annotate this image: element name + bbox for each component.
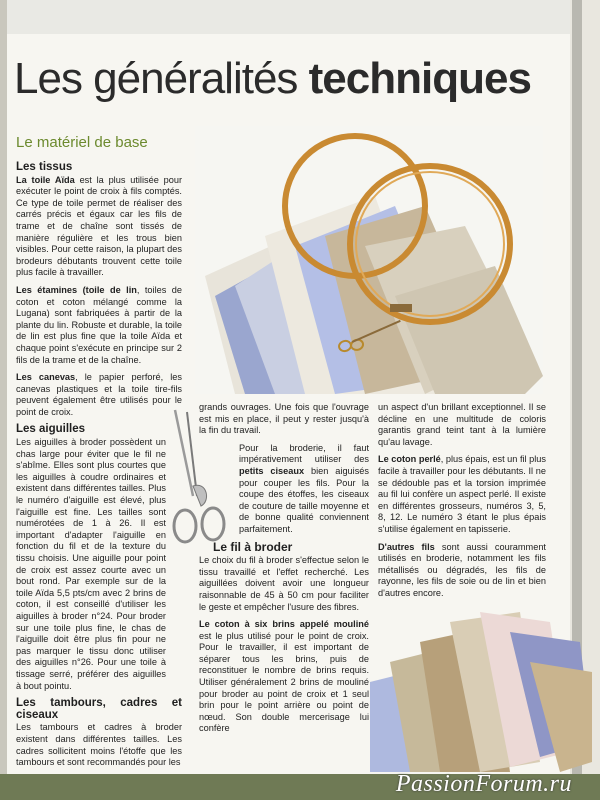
heading-tissus: Les tissus [16, 161, 73, 173]
paragraph-mouline-continue: un aspect d'un brillant exceptionnel. Il se décline en une multitude de coloris garantis grand teint tant à la lumière qu'au lavage. [378, 402, 546, 447]
term-perle: Le coton perlé [378, 454, 441, 465]
top-strip [7, 0, 570, 34]
text-aida: est la plus utilisée pour exécuter le point de croix à fils comptés. Ce type de toile permet de réaliser des carrés précis et égaux car les fils de trame et de chaîne sont tissés de manière régulière et les trous bien visibles. Pour cette raison, la plupart des brodeurs débutants trouvent cette toile plus facile à travailler. [16, 174, 183, 278]
column-1 [16, 156, 182, 775]
paragraph-ciseaux [199, 443, 369, 536]
term-canevas: Les canevas [16, 372, 76, 383]
page-title-bold: techniques [308, 54, 531, 103]
paragraph-canevas [16, 372, 182, 418]
paragraph-autres [378, 542, 546, 600]
column-2 [199, 402, 369, 741]
page-edge-left [0, 0, 7, 800]
term-mouline: Le coton à six brins appelé mouliné [199, 619, 369, 630]
paragraph-mouline [199, 619, 369, 735]
paragraph-tambours: Les tambours et cadres à broder existent dans différentes tailles. Les cadres sollicitent moins l'étoffe que les tambours et sont recommandés pour les [16, 722, 182, 768]
watermark-text: PassionForum.ru [395, 771, 572, 797]
text-canevas: , le papier perforé, les canevas plastiques et la toile tire-fils peuvent également être utilisés pour le point de croix. [16, 372, 182, 417]
paragraph-fil: Le choix du fil à broder s'effectue selon le tissu travaillé et l'effet recherché. Les aiguillées doivent avoir une longueur raisonnable de 45 à 50 cm pour faciliter le geste et empêcher l'usure des fibres. [199, 555, 369, 612]
text-ciseaux-1: Pour la broderie, il faut impérativement utiliser des [239, 442, 369, 465]
term-petits-ciseaux: petits ciseaux [239, 465, 305, 476]
text-autres: sont aussi couramment utilisés en broderie, notamment les fils métallisés ou dégradés, les fils de rayonne, les fils de soie ou de lin et bien d'autres encore. [378, 541, 546, 598]
heading-tambours: Les tambours, cadres et ciseaux [16, 697, 182, 721]
text-etamines: , toiles de coton et coton mélangé comme la Lugana) sont fabriquées à partir de la plante du lin. Robuste et durable, la toile de lin est plus fine que la toile Aïda et chaque point s'exécute en principe sur 2 fils de la trame et de la chaîne. [16, 284, 183, 365]
text-perle: , plus épais, est un fil plus facile à travailler pour les débutants. Il ne se dédouble pas et la torsion imprimée au fil lui confère un aspect perlé. Il existe en différentes grosseurs, numéros 3, 5, 8, 12. Le numéro 3 étant le plus épais s'utilise également en tapisserie. [378, 454, 547, 534]
paragraph-aiguilles: Les aiguilles à broder possèdent un chas large pour éviter que le fil ne s'abîme. Elles sont plus courtes que les aiguilles à coudre ordinaires et existent dans différentes tailles. Plus le numéro d'aiguille est élevé, plus l'aiguille est fine. Les tailles sont numérotées de 1 à 26. Il est important d'adapter l'aiguille en fonction du fil et de la texture du tissu choisis. Une aiguille pour point de croix est assez courte avec un bout rond. Par exemple sur de la toile Aïda 5,5 pts/cm avec 2 brins de coton, il est conseillé d'utiliser les aiguilles à broder n°24. Pour broder sur une toile plus fine, le chas de l'aiguille doit être plus fin pour ne pas marquer le tissu donc utiliser des aiguilles n°26. Pour une toile à tissage serré, préférer des aiguilles à bout pointu. [16, 437, 166, 691]
paragraph-aida [16, 175, 182, 279]
heading-aiguilles: Les aiguilles [16, 423, 86, 436]
paragraph-etamines [16, 285, 182, 366]
term-aida: La toile Aïda [16, 174, 75, 185]
fabric-hoops-photo [195, 126, 543, 394]
section-heading: Le matériel de base [16, 134, 148, 151]
page-title-light: Les généralités [14, 54, 309, 103]
heading-fil: Le fil à broder [213, 539, 293, 554]
column-3 [378, 402, 546, 606]
text-mouline: est le plus utilisé pour le point de croix. Pour le travailler, il est important de séparer tous les brins, puis de reconstituer le nombre de brins requis. Utiliser généralement 2 brins de mouliné pour broder au point de croix et 1 seul brin pour le point arrière ou point de nœud. Son double mercerisage lui confère [199, 630, 369, 734]
paragraph-cadres-continue: grands ouvrages. Une fois que l'ouvrage est mis en place, il peut y rester jusqu'à la fin du travail. [199, 402, 369, 436]
fabric-swatches-photo [370, 592, 592, 772]
paragraph-perle [378, 454, 546, 535]
text-ciseaux-2: bien aiguisés pour couper les fils. Pour la coupe des étoffes, les ciseaux de couture de taille moyenne et de bonne qualité conviennent parfaitement. [239, 465, 369, 534]
term-autres: D'autres fils [378, 541, 435, 552]
page-title [14, 54, 531, 104]
term-etamines: Les étamines (toile de lin [16, 284, 137, 295]
